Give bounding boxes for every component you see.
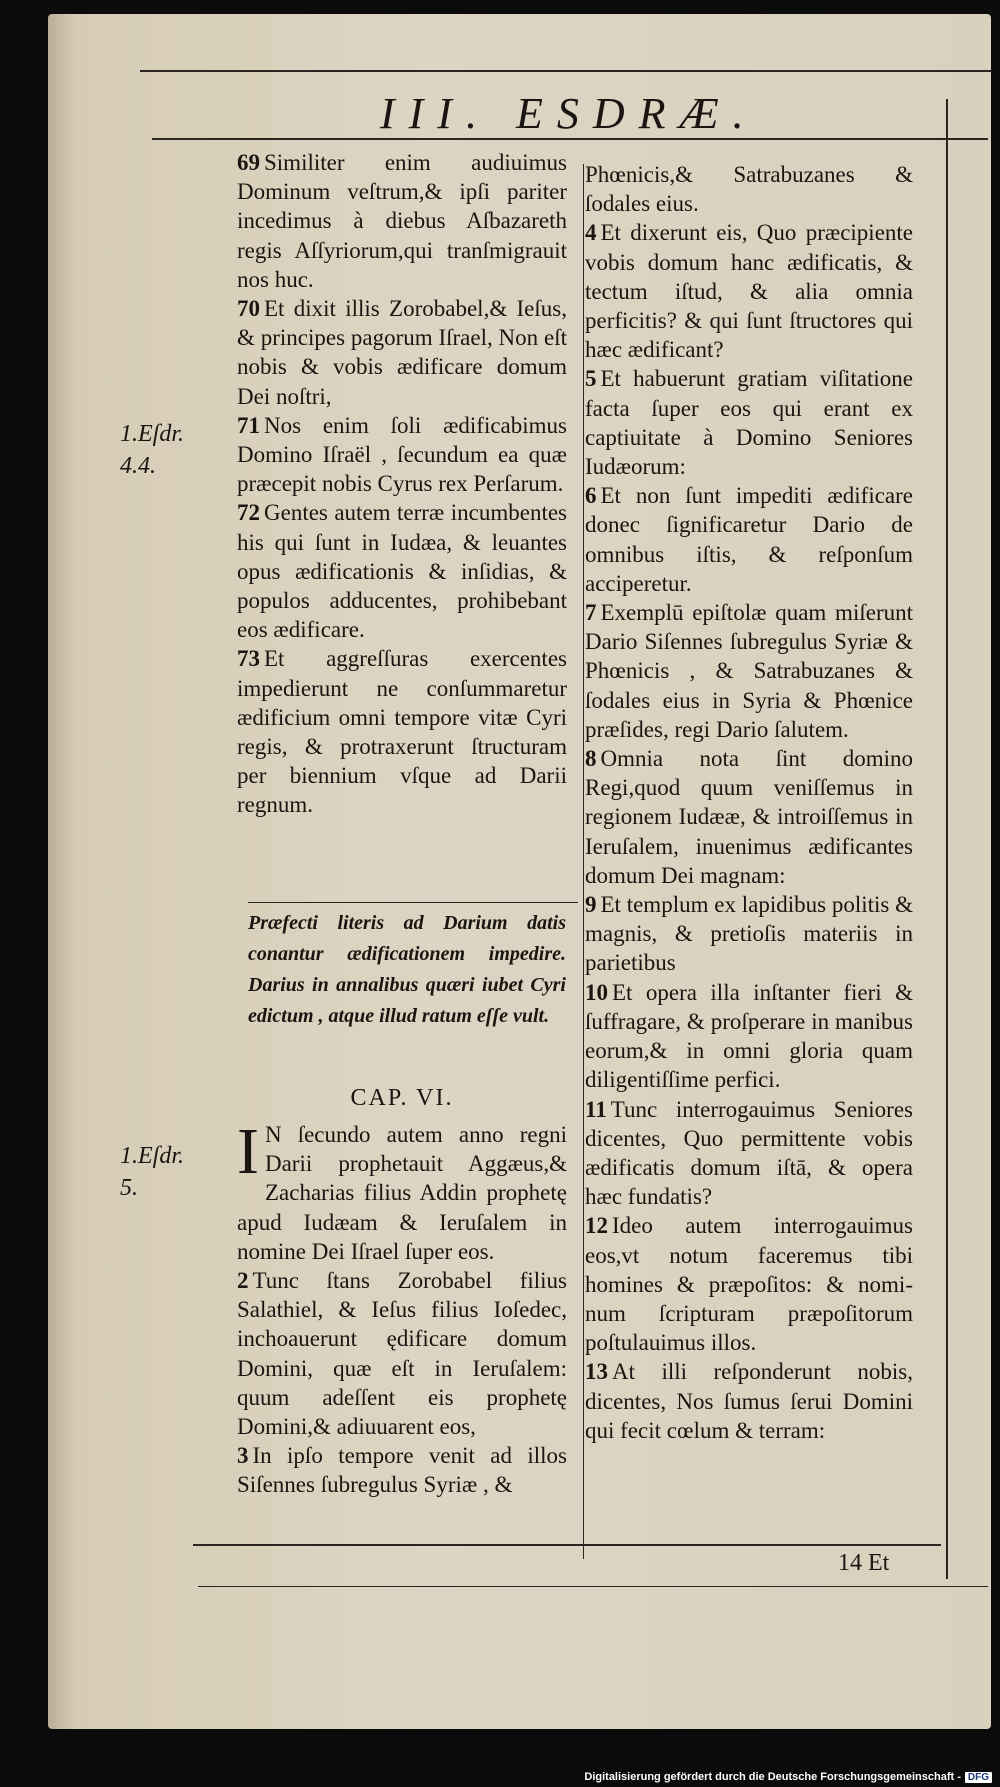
- margin-reference-book: 1.Eſdr.: [120, 421, 185, 447]
- summary-top-rule: [248, 902, 578, 903]
- verse-number: 73: [237, 646, 260, 672]
- bottom-rule: [193, 1544, 941, 1546]
- verse-7: [585, 598, 913, 744]
- top-rule: [140, 70, 991, 72]
- chapter-summary: Præfecti literis ad Darium datis conantur ædificationem impedire. Darius in annalibus quæri iubet Cyri edictum , atque illud ratum eſſe vult.: [248, 912, 566, 1027]
- verse-13: [585, 1357, 913, 1445]
- left-column-lower: [237, 1115, 567, 1500]
- verse-number: 9: [585, 892, 597, 918]
- verse-72: [237, 498, 567, 644]
- digitization-credit: [584, 1771, 992, 1783]
- verse-text: N ſecundo autem anno regni Darii prophetauit Aggæus,& Zacharias filius Addin prophetę apud Iudæam & Ieruſalem in nomine Dei Iſrael ſuper eos.: [237, 1122, 567, 1264]
- verse-71: [237, 411, 567, 499]
- verse-4: [585, 218, 913, 364]
- catchword: 14 Et: [838, 1550, 890, 1576]
- verse-8: [585, 744, 913, 890]
- margin-reference-chapter: 4.4.: [120, 453, 156, 479]
- dfg-logo-icon: DFG: [965, 1772, 992, 1783]
- verse-text: Nos enim ſoli ædificabimus Domino Iſraël , ſecundum ea quæ præcepit nobis Cyrus rex Perſarum.: [237, 412, 567, 497]
- verse-11: [585, 1095, 913, 1212]
- verse-number: 7: [585, 600, 597, 626]
- verse-number: 3: [237, 1443, 249, 1469]
- verse-text: Et opera illa inſtanter fieri & ſuffragare, & proſperare in manibus eorum,& in omni gloria quam diligentiſſime perfici.: [585, 979, 913, 1093]
- verse-2: [237, 1266, 567, 1441]
- verse-number: 71: [237, 412, 260, 438]
- verse-text: Omnia nota ſint domino Regi,quod quum veniſſemus in regionem Iudææ, & introiſſemus in Ieruſalem, inuenimus ædificantes domum Dei magnam:: [585, 746, 913, 888]
- verse-number: 2: [237, 1268, 249, 1294]
- verse-10: [585, 978, 913, 1095]
- verse-text: Ideo autem interrogauimus eos,vt notum faceremus tibi homines & præpoſitos: & nominum ſcripturam præpoſitorum poſtulauimus illos.: [585, 1213, 913, 1356]
- verse-text: Similiter enim audiuimus Dominum veſtrum,& ipſi pariter incedimus à diebus Aſbazareth regis Aſſyriorum,qui tranſmigrauit nos huc.: [237, 150, 567, 292]
- verse-text: Tunc interrogauimus Seniores dicentes, Quo permittente vobis ædificatis domum iſtā, & opera hæc fundatis?: [585, 1096, 913, 1210]
- verse-text: Gentes autem terræ incumbentes his qui ſunt in Iudæa, & leuantes opus ædificationis & inſidias, & populos adducentes, prohibebant eos ædificare.: [237, 500, 567, 643]
- verse-number: 8: [585, 746, 597, 772]
- verse-text: In ipſo tempore venit ad illos Siſennes ſubregulus Syriæ , &: [237, 1443, 567, 1498]
- chapter-heading: CAP. VI.: [350, 1085, 454, 1111]
- verse-3: [237, 1441, 567, 1499]
- verse-text: Exemplū epiſtolæ quam miſerunt Dario Siſennes ſubregulus Syriæ & Phœnicis , & Satrabuzanes & ſodales eius in Syria & Phœnice præſides, regi Dario ſalutem.: [585, 600, 913, 742]
- verse-73: [237, 644, 567, 819]
- left-column: [237, 148, 567, 820]
- margin-reference-book: 1.Eſdr.: [120, 1143, 185, 1169]
- verse-text: Et templum ex lapidibus politis & magnis, & pretioſis materiis in parietibus: [585, 892, 913, 976]
- verse-text: Et dixit illis Zorobabel,& Ieſus, & principes pagorum Iſrael, Non eſt nobis & vobis ædificare domum Dei noſtri,: [237, 296, 567, 409]
- verse-continuation: [585, 160, 913, 218]
- verse-6: [585, 481, 913, 598]
- credit-text: Digitalisierung gefördert durch die Deutsche Forschungsgemeinschaft -: [584, 1771, 961, 1783]
- verse-text: Et non ſunt impediti ædificare donec ſignificaretur Dario de omnibus iſtis, & reſponſum acciperetur.: [585, 483, 913, 596]
- verse-5: [585, 364, 913, 481]
- verse-number: 6: [585, 483, 597, 509]
- verse-number: 12: [585, 1213, 608, 1239]
- verse-number: 5: [585, 366, 597, 392]
- margin-reference-1: [120, 418, 210, 482]
- margin-reference-2: [120, 1140, 210, 1204]
- verse-number: 69: [237, 150, 260, 175]
- right-column: [585, 160, 913, 1445]
- column-divider: [583, 164, 584, 1559]
- verse-number: 70: [237, 296, 260, 322]
- verse-number: 72: [237, 500, 260, 526]
- margin-reference-chapter: 5.: [120, 1175, 138, 1201]
- footer-rule: [198, 1586, 988, 1587]
- verse-69: [237, 148, 567, 294]
- verse-number: 4: [585, 220, 597, 246]
- verse-number: 10: [585, 979, 608, 1005]
- drop-cap: I: [237, 1115, 259, 1188]
- verse-number: 11: [585, 1096, 607, 1122]
- verse-number: 13: [585, 1359, 608, 1385]
- verse-text: Phœnicis,& Satrabuzanes & ſodales eius.: [585, 162, 913, 217]
- verse-70: [237, 294, 567, 411]
- verse-text: At illi reſponderunt nobis, dicentes, Nos ſumus ſerui Domini qui fecit cœlum & terram:: [585, 1359, 913, 1443]
- page-header-title: III. ESDRÆ.: [380, 89, 758, 138]
- chapter-opening: [237, 1115, 567, 1266]
- right-frame-rule: [946, 99, 948, 1579]
- verse-text: Tunc ſtans Zorobabel filius Salathiel, & Ieſus filius Ioſedec, inchoauerunt ędificare domum Domini, quæ eſt in Ieruſalem: quum adeſſent eis prophetę Domini,& adiuuarent eos,: [237, 1268, 567, 1440]
- verse-text: Et habuerunt gratiam viſitatione facta ſuper eos qui erant ex captiuitate à Domino Seniores Iudæorum:: [585, 366, 913, 480]
- verse-text: Et aggreſſuras exercentes impedierunt ne conſummaretur ædificium omni tempore vitæ Cyri regis, & protraxerunt ſtructuram per biennium vſque ad Darii regnum.: [237, 646, 567, 818]
- verse-9: [585, 890, 913, 978]
- verse-12: [585, 1211, 913, 1357]
- verse-text: Et dixerunt eis, Quo præcipiente vobis domum hanc ædificatis, & tectum iſtud, & alia omnia perficitis? & qui ſunt ſtructores qui hæc ædificant?: [585, 220, 913, 363]
